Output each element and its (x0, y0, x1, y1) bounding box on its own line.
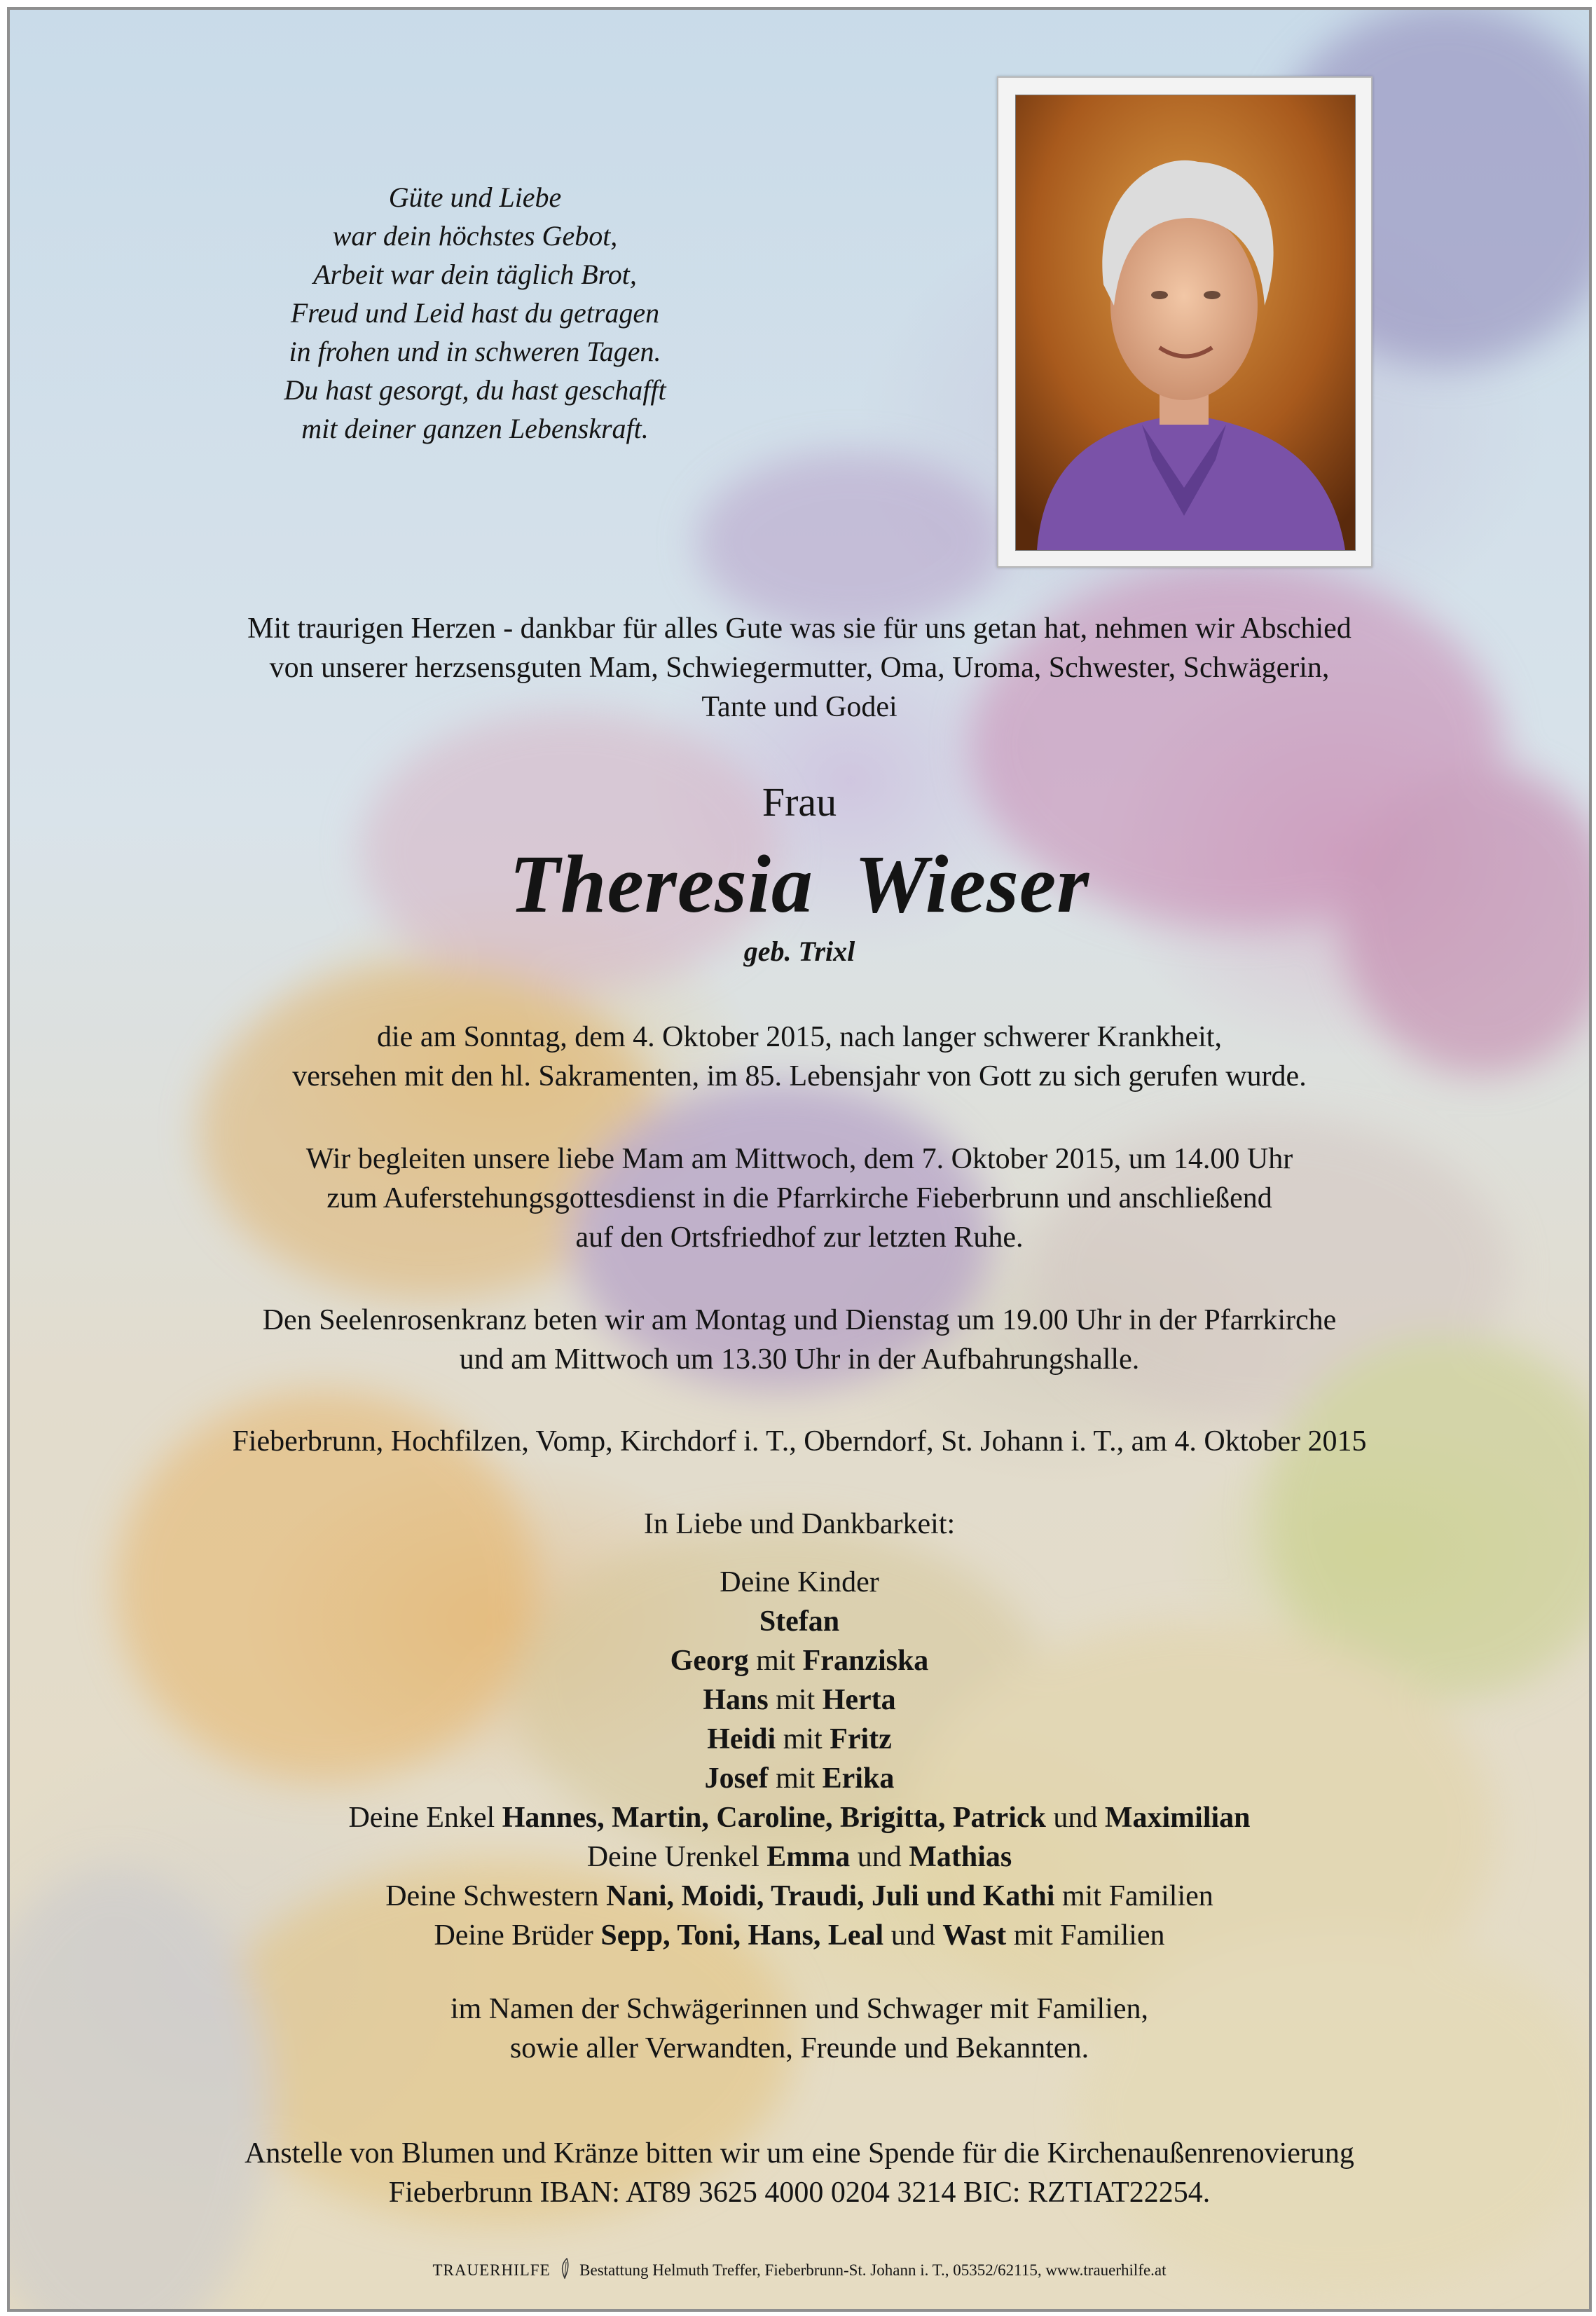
child-entry: Stefan (759, 1605, 840, 1638)
funeral-line: zum Auferstehungsgottesdienst in die Pfarrkirche Fieberbrunn und anschließend (326, 1182, 1272, 1214)
deceased-name: Theresia Wieser (509, 838, 1090, 930)
brothers-line: Deine Brüder Sepp, Toni, Hans, Leal und Wast mit Familien (434, 1919, 1165, 1952)
closing-line: im Namen der Schwägerinnen und Schwager mit Familien, (450, 1993, 1149, 2025)
donation-line: Anstelle von Blumen und Kränze bitten wir um eine Spende für die Kirchenaußenrenovierung (245, 2137, 1354, 2170)
children-label: Deine Kinder (720, 1566, 879, 1598)
grandchildren-line: Deine Enkel Hannes, Martin, Caroline, Brigitta, Patrick und Maximilian (348, 1802, 1251, 1834)
intro-paragraph (10, 609, 1589, 727)
death-notice-line: die am Sonntag, dem 4. Oktober 2015, nach langer schwerer Krankheit, (377, 1021, 1222, 1053)
rosary-details (10, 1301, 1589, 1379)
rosary-line: und am Mittwoch um 13.30 Uhr in der Aufbahrungshalle. (459, 1343, 1140, 1376)
places-and-date: Fieberbrunn, Hochfilzen, Vomp, Kirchdorf i. T., Oberndorf, St. Johann i. T., am 4. Oktober 2015 (232, 1425, 1367, 1458)
great-grandchildren-line: Deine Urenkel Emma und Mathias (586, 1841, 1012, 1873)
footer-text: Bestattung Helmuth Treffer, Fieberbrunn-St. Johann i. T., 05352/62115, www.trauerhilfe.at (579, 2261, 1167, 2279)
intro-line: Mit traurigen Herzen - dankbar für alles Gute was sie für uns getan hat, nehmen wir Abschied (247, 612, 1351, 645)
donation-request (10, 2134, 1589, 2212)
mourners-list (10, 1563, 1589, 1955)
memorial-poem (167, 178, 783, 448)
portrait-photo (1015, 95, 1356, 551)
child-entry: Hans mit Herta (703, 1684, 896, 1716)
funeral-home-footer (10, 2258, 1589, 2285)
mourners-closing (10, 1989, 1589, 2068)
obituary-card (7, 7, 1592, 2312)
intro-line: Tante und Godei (701, 691, 897, 723)
footer-brand: TRAUERHILFE (432, 2261, 551, 2279)
child-entry: Heidi mit Fritz (707, 1723, 892, 1755)
poem-line: in frohen und in schweren Tagen. (289, 336, 661, 367)
intro-line: von unserer herzsensguten Mam, Schwiegermutter, Oma, Uroma, Schwester, Schwägerin, (269, 652, 1330, 684)
poem-line: Arbeit war dein täglich Brot, (313, 259, 637, 290)
portrait-frame (997, 76, 1373, 568)
closing-line: sowie aller Verwandten, Freunde und Bekannten. (509, 2032, 1089, 2064)
poem-line: Du hast gesorgt, du hast geschafft (284, 374, 666, 406)
death-notice-line: versehen mit den hl. Sakramenten, im 85. Lebensjahr von Gott zu sich gerufen wurde. (292, 1060, 1307, 1092)
salutation: Frau (762, 779, 837, 825)
poem-line: Freud und Leid hast du getragen (290, 297, 660, 329)
birth-name: geb. Trixl (743, 936, 855, 967)
poem-line: Güte und Liebe (388, 181, 562, 213)
feather-icon (558, 2258, 571, 2285)
funeral-line: Wir begleiten unsere liebe Mam am Mittwoch, dem 7. Oktober 2015, um 14.00 Uhr (305, 1143, 1293, 1175)
child-entry: Georg mit Franziska (670, 1645, 929, 1677)
death-notice (10, 1017, 1589, 1096)
funeral-line: auf den Ortsfriedhof zur letzten Ruhe. (575, 1221, 1024, 1254)
poem-line: war dein höchstes Gebot, (332, 220, 618, 252)
funeral-details (10, 1139, 1589, 1257)
child-entry: Josef mit Erika (704, 1762, 895, 1795)
rosary-line: Den Seelenrosenkranz beten wir am Montag und Dienstag um 19.00 Uhr in der Pfarrkirche (262, 1304, 1337, 1336)
poem-line: mit deiner ganzen Lebenskraft. (301, 413, 649, 444)
donation-line: Fieberbrunn IBAN: AT89 3625 4000 0204 3214 BIC: RZTIAT22254. (388, 2177, 1211, 2209)
mourners-heading: In Liebe und Dankbarkeit: (643, 1508, 956, 1540)
sisters-line: Deine Schwestern Nani, Moidi, Traudi, Juli und Kathi mit Familien (385, 1880, 1213, 1912)
